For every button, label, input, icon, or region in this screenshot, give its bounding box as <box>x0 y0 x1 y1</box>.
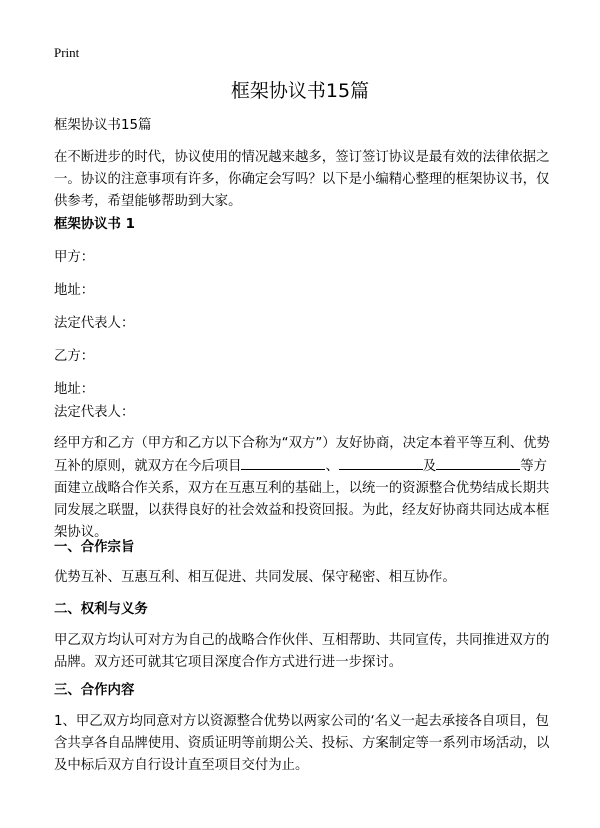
preamble-text-1: 经甲方和乙方（甲方和乙方以下合称为“双方”）友好协商，决定本着平等互利、优势互补的原则，就双方在今后项目 <box>54 436 550 474</box>
blank-field-3 <box>436 455 520 470</box>
print-link[interactable]: Print <box>54 45 80 60</box>
document-subtitle: 框架协议书15篇 <box>54 118 152 133</box>
heading-purpose: 一、合作宗旨 <box>54 540 135 555</box>
blank-field-2 <box>339 455 423 470</box>
address-b-label: 地址： <box>54 382 95 397</box>
address-a-label: 地址： <box>54 283 95 298</box>
rights-text: 甲乙双方均认可对方为自己的战略合作伙伴、互相帮助、共同宣传，共同推进双方的品牌。双方还可就其它项目深度合作方式进行进一步探讨。 <box>54 633 550 670</box>
preamble-separator-2: 及 <box>422 459 437 474</box>
purpose-text: 优势互补、互惠互利、相互促进、共同发展、保守秘密、相互协作。 <box>54 570 456 585</box>
preamble-text-2: 等方面建立战略合作关系，双方在互惠互利的基础上，以统一的资源整合优势结成长期共同发展之联盟，以获得良好的社会效益和投资回报。为此，经友好协商共同达成本框架协议。 <box>54 459 550 540</box>
section-title: 框架协议书 1 <box>54 217 135 232</box>
party-b-label: 乙方： <box>54 349 95 364</box>
preamble-separator-1: 、 <box>325 459 339 474</box>
legal-rep-b-label: 法定代表人： <box>54 405 135 420</box>
blank-field-1 <box>241 455 325 470</box>
heading-content: 三、合作内容 <box>54 683 135 698</box>
document-title: 框架协议书15篇 <box>230 80 370 102</box>
preamble-paragraph <box>54 433 554 544</box>
intro-paragraph: 在不断进步的时代，协议使用的情况越来越多，签订签订协议是最有效的法律依据之一。协议的注意事项有许多，你确定会写吗？以下是小编精心整理的框架协议书，仅供参考，希望能够帮助到大家。 <box>54 150 550 209</box>
heading-rights: 二、权利与义务 <box>54 602 148 617</box>
legal-rep-a-label: 法定代表人： <box>54 316 135 331</box>
party-a-label: 甲方： <box>54 250 95 265</box>
content-text: 1、甲乙双方均同意对方以资源整合优势以两家公司的‘名义一起去承接各自项目，包含共享各自品牌使用、资质证明等前期公关、投标、方案制定等一系列市场活动，以及中标后双方自行设计直至项目交付为止。 <box>54 714 550 773</box>
